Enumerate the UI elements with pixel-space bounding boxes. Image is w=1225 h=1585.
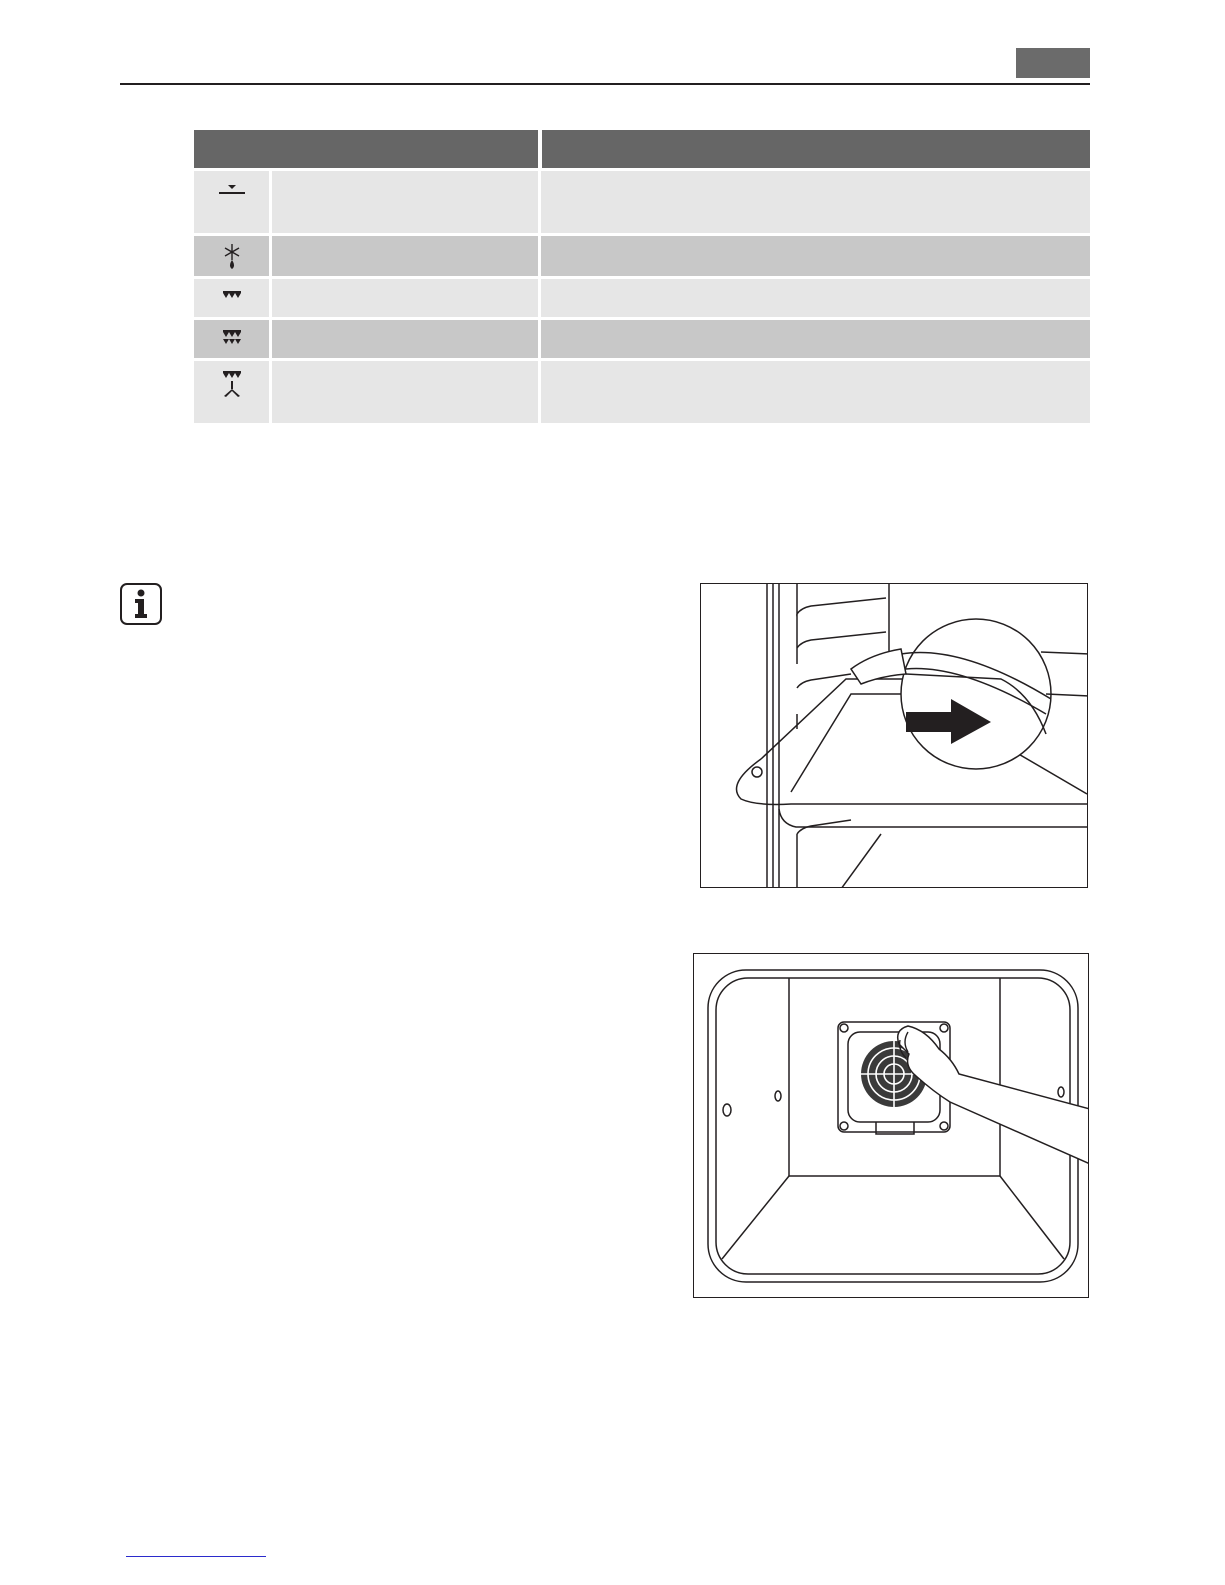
table-row [194, 279, 1090, 317]
info-icon [120, 583, 162, 625]
table-header [194, 130, 1090, 168]
table-row [194, 320, 1090, 358]
function-description [541, 236, 1090, 276]
footer-link-underline[interactable] [126, 1556, 266, 1557]
function-description [541, 279, 1090, 317]
column-header-function [194, 130, 538, 168]
function-name [272, 361, 538, 423]
table-row [194, 361, 1090, 423]
function-description [541, 171, 1090, 233]
function-description [541, 320, 1090, 358]
function-name [272, 236, 538, 276]
table-row [194, 171, 1090, 233]
turbo-grill-icon [194, 361, 269, 423]
oven-functions-table [194, 130, 1090, 423]
function-name [272, 171, 538, 233]
defrost-icon [194, 236, 269, 276]
fast-grill-icon [194, 320, 269, 358]
table-row [194, 236, 1090, 276]
function-name [272, 279, 538, 317]
grill-icon [194, 279, 269, 317]
oven-fan-cover-illustration [693, 953, 1089, 1298]
bottom-heat-icon [194, 171, 269, 233]
shelf-insertion-illustration [700, 583, 1088, 888]
column-header-use [542, 130, 1090, 168]
function-description [541, 361, 1090, 423]
function-name [272, 320, 538, 358]
page-language-tab [1016, 48, 1090, 78]
header-rule [120, 83, 1090, 85]
